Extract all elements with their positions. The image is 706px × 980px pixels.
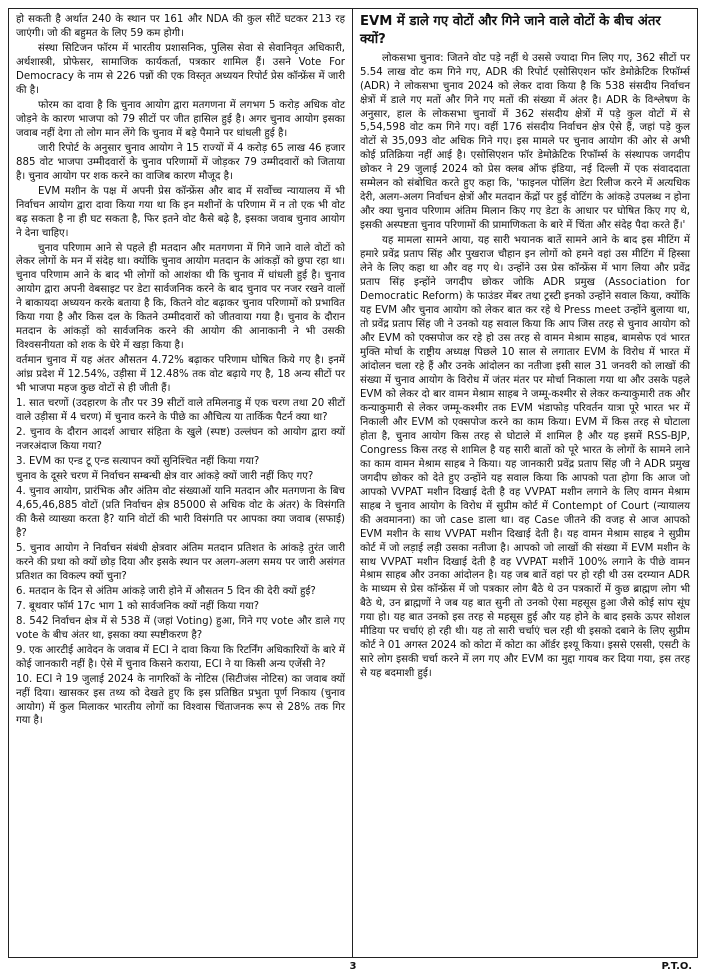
paragraph: जारी रिपोर्ट के अनुसार चुनाव आयोग ने 15 राज्यों में 4 करोड़ 65 लाख 46 हजार 885 वोट भाजपा उम्मीदवारों के चुनाव परिणामों में जोड़कर 79 उम्मीदवारों को जिताया है। चुनाव आयोग पर शक करने का वाजिब कारण मौजूद है। [16,142,345,182]
page-number: 3 [349,961,357,972]
page-footer [0,961,706,975]
paragraph: चुनाव परिणाम आने से पहले ही मतदान और मतगणना में गिने जाने वाले वोटों को लेकर लोगों के मन में संदेह था। क्योंकि चुनाव आयोग मतदान के आंकड़ों को छुपा रहा था। चुनाव परिणाम आने के बाद भी लोगों को आशंका थी कि चुनाव में धांधली हुई है। चुनाव आयोग द्वारा अपनी वेबसाइट पर डेटा सार्वजनिक करने के बाद चुनाव पर नजर रखने वालों ने बाकायदा अध्ययन करके बताया है कि, कितने वोट बढ़ाकर चुनाव परिणामों को प्रभावित किया गया है और किस दल के कितने उम्मीदवारों को जीतवाया गया है। चुनाव के दौरान मतदान के आंकड़ों को सार्वजनिक करने की आयोग की आनाकानी ने भी उसकी विश्वसनीयता को शक के घेरे में खड़ा किया है। [16,242,345,352]
question-item: 6. मतदान के दिन से अंतिम आंकड़े जारी होने में औसतन 5 दिन की देरी क्यों हुई? [16,585,316,597]
paragraph: संस्था सिटिजन फॉरम में भारतीय प्रशासनिक, पुलिस सेवा से सेवानिवृत अधिकारी, अर्थशास्त्री, प्रोफेसर, सामाजिक कार्यकर्ता, पत्रकार शामिल हैं। उसने Vote For Democracy के नाम से 226 पन्नों की एक विस्तृत अध्ययन रिपोर्ट प्रेस कॉन्फ्रेंस में जारी की है। [16,42,345,96]
article-heading: EVM में डाले गए वोटों और गिने जाने वाले वोटों के बीच अंतर क्यों? [360,14,661,47]
question-item: 2. चुनाव के दौरान आदर्श आचार संहिता के खुले (स्पष्ट) उल्लंघन को आयोग द्वारा क्यों नजरअंदाज किया गया? [16,427,345,453]
right-column [353,9,697,957]
question-item: 1. सात चरणों (उदहारण के तौर पर 39 सीटों वाले तमिलनाडु में एक चरण तथा 20 सीटों वाले उड़ीसा में 4 चरण) में चुनाव करने के पीछे का औचित्य या तार्किक पैटर्न क्या था? [16,398,345,424]
question-item: 10. ECI ने 19 जुलाई 2024 के नागरिकों के नोटिस (सिटीजंस नोटिस) का जवाब क्यों नहीं दिया। खासकर इस तथ्य को देखते हुए कि इस प्रतिष्ठित प्रभुता पूर्ण निकाय (चुनाव आयोग) में कुल मिलाकर भारतीय लोगों का विश्वास चिंताजनक रूप से 28% तक गिर गया है। [16,673,345,727]
question-item: 8. 542 निर्वाचन क्षेत्र में से 538 में (जहां Voting) हुआ, गिने गए vote और डाले गए vote के बीच अंतर था, इसका क्या स्पष्टीकरण है? [16,615,345,641]
question-item: 3. EVM का एन्ड टू एन्ड सत्यापन क्यों सुनिश्चित नहीं किया गया? [16,456,260,468]
question-item: 5. चुनाव आयोग ने निर्वाचन संबंधी क्षेत्रवार अंतिम मतदान प्रतिशत के आंकड़े तुरंत जारी करने की प्रथा को क्यों छोड़ दिया और इसके स्थान पर अलग-अलग समय पर जारी असंगत प्रतिशत का विकल्प क्यों चुना? [16,542,345,582]
question-item: 9. एक आरटीई आवेदन के जवाब में ECI ने दावा किया कि रिटर्निंग अधिकारियों के बारे में कोई जानकारी नहीं है। ऐसे में चुनाव किसने कराया, ECI ने या किसी अन्य एजेंसी ने? [16,644,345,670]
paragraph: यह मामला सामने आया, यह सारी भयानक बातें सामने आने के बाद इस मीटिंग में हमारे प्रवेंद्र प्रताप सिंह और पुखराज चौहान इन लोगों को हमने वहां उस मीटिंग में हिस्सा लेने के लिए कहा था और वह गए थे। उन्होंने उस प्रेस कॉन्फ्रेंस में भाग लिया और प्रवेंद्र प्रताप सिंह इन्होंने जगदीप छोकर जोकि ADR प्रमुख (Association for Democratic Reform) के फाउंडर मेंबर तथा ट्रस्टी इनको उन्होंने सवाल किया, क्योंकि यह EVM और चुनाव आयोग को लेकर बात कर रहे थे Press meet उन्होंने बुलाया था, तो प्रवेंद्र प्रताप सिंह जी ने उनको यह सवाल किया कि आप जिस तरह से चुनाव आयोग को और EVM को एक्सपोज कर रहे हो उस तरह से वामन मेश्राम साहब, बामसेफ एवं भारत मुक्ति मोर्चा के राष्ट्रीय अध्यक्ष पिछले 10 साल से लगातार EVM के विरोध में भारत में आंदोलन चला रहे हैं और उनके आंदोलन का नतीजा इसी साल 31 जनवरी को लाखों की संख्या में चुनाव आयोग के विरोध में जंतर मंतर पर मोर्चा निकाला गया था और उसके पहले EVM को लेकर दो बार वामन मेश्राम साहब ने जम्मू-कश्मीर से लेकर कन्याकुमारी तक और कन्याकुमारी से लेकर जम्मू-कश्मीर तक EVM भंडाफोड़ परिवर्तन यात्रा पूरे भारत भर में निकाली और EVM को एक्सपोज करने का काम किया। EVM में किस तरह से घोटाला होता है, चुनाव आयोग किस तरह से घोटाले में शामिल है और यह इसमें RSS-BJP, Congress किस तरह से शामिल है यह सारी बातों को पूरे भारत के लोगों के सामने लाने का काम वामन मेश्राम साहब ने किया। यह जानकारी प्रवेंद्र प्रताप सिंह जी ने ADR प्रमुख जगदीप छोकर को देते हुए उन्होंने यह सवाल किया कि आपको पता होगा कि आज जो आपको VVPAT मशीन दिखाई देती है वह VVPAT मशीन लगाने के लिए वामन मेश्राम साहब ने चुनाव आयोग के विरोध में सुप्रीम कोर्ट में Contempt of Court (न्यायालय की अवमानना) का जो case डाला था। वह Case जीतने की वजह से आज आपको EVM मशीन के साथ VVPAT मशीन दिखाई देती है। यह वामन मेश्राम साहब ने सुप्रीम कोर्ट में जो लड़ाई लड़ी उसका नतीजा है। आपको जो लाखों की संख्या में EVM मशीन के साथ VVPAT मशीन दिखाई देती है वह VVPAT मशीनें 100% लगाने के पीछे वामन मेश्राम साहब और उनका आंदोलन है। यह जब बातें वहां पर हो रही थी उस दरम्यान ADR के माध्यम से प्रेस कॉन्फ्रेंस में जो पत्रकार लोग बैठे थे उन पत्रकारों में कुछ ब्राह्मण लोग भी बैठे थे, उन ब्राह्मणों ने जब यह बात सुनी तो उनको ऐसा महसूस हुआ जैसे कोई सांप सूंघ गया हो। यह बात उनको इस तरह से महसूस हुई और यह होने के बाद इसके ऊपर सोशल मीडिया पर चर्चाएं हो रही थी। यह तो सारी चर्चाएं चल रही थी इसको दबाने के लिए सुप्रीम कोर्ट ने 01 अगस्त 2024 को कोटा में कोटा का ऑर्डर इश्यू किया। इससे एससी, एसटी के सारे लोग इसकी चर्चा करने में लग गए और EVM का मुद्दा गायब कर दिया गया, इस तरह से यह बदमाशी हुई। [360,235,690,680]
continued-note: P.T.O. [661,961,692,972]
question-item: चुनाव के दूसरे चरण में निर्वाचन सम्बन्धी क्षेत्र वार आंकड़े क्यों जारी नहीं किए गए? [16,471,314,482]
paragraph: वर्तमान चुनाव में यह अंतर औसतन 4.72% बढ़ाकर परिणाम घोषित किये गए है। इनमें आंध्र प्रदेश में 12.54%, उड़ीसा में 12.48% तक वोट बढ़ाये गए है, 18 अन्य सीटों पर भी भाजपा महज कुछ वोटों से ही जीती हैं। [16,355,345,395]
question-item: 7. बूथवार फॉर्म 17c भाग 1 को सार्वजनिक क्यों नहीं किया गया? [16,600,260,612]
left-column [9,9,353,957]
paragraph: लोकसभा चुनाव: जितने वोट पड़े नहीं थे उससे ज्यादा गिन लिए गए, 362 सीटों पर 5.54 लाख वोट कम गिने गए, ADR की रिपोर्ट एसोसिएशन फॉर डेमोक्रेटिक रिफॉर्म्स (ADR) ने लोकसभा चुनाव 2024 को लेकर दावा किया है कि 538 संसदीय निर्वाचन क्षेत्रों में डाले गए मतों और गिने गए मतों की संख्या में अंतर है। ADR के विश्लेषण के अनुसार, हाल के लोकसभा चुनावों में 362 संसदीय क्षेत्रों में पड़े कुल वोटों में से 5,54,598 वोट कम गिने गए। वहीं 176 संसदीय निर्वाचन क्षेत्र ऐसे हैं, जहां पड़े कुल वोटों से 35,093 वोट अधिक गिने गए। इस मामले पर चुनाव आयोग की ओर से अभी कोई प्रतिक्रिया नहीं आई है। एसोसिएशन फॉर डेमोक्रेटिक रिफॉर्म्स के संस्थापक जगदीप छोकर ने 29 जुलाई 2024 को प्रेस क्लब ऑफ इंडिया, नई दिल्ली में एक संवाददाता सम्मेलन को संबोधित करते हुए कहा कि, 'फाइनल पोलिंग डेटा रिलीज करने में अत्यधिक देरी, अलग-अलग निर्वाचन क्षेत्रों और मतदान केंद्रों पर हुई वोटिंग के आंकड़े उपलब्ध न होना और क्या चुनाव परिणाम अंतिम मिलान किए गए डेटा के आधार पर घोषित किए गए थे, इसकी अस्पष्टता चुनाव परिणामों की प्रामाणिकता के बारे में चिंता और संदेह पैदा करते हैं।' [360,52,690,232]
page-frame [8,8,698,958]
paragraph: फोरम का दावा है कि चुनाव आयोग द्वारा मतगणना में लगभग 5 करोड़ अधिक वोट जोड़ने के कारण भाजपा को 79 सीटों पर जीत हासिल हुई है। अगर चुनाव आयोग इसका जवाब नहीं देगा तो लोग मान लेंगे कि चुनाव में बड़े पैमाने पर धांधली हुई है। [16,99,345,139]
question-item: 4. चुनाव आयोग, प्रारंभिक और अंतिम वोट संख्याओं यानि मतदान और मतगणना के बिच 4,65,46,885 वोटों (प्रति निर्वाचन क्षेत्र 85000 से अधिक वोट के अंतर) के विसंगति की कैसे व्याख्या करता है? यानि वोटों की भारी विसंगति पर आपका क्या जवाब (सफाई) है? [16,485,345,539]
paragraph: EVM मशीन के पक्ष में अपनी प्रेस कॉन्फ्रेंस और बाद में सर्वोच्च न्यायालय में भी निर्वाचन आयोग द्वारा दावा किया गया था कि इन मशीनों के परिणाम में न तो एक भी वोट बढ़ सकता है ना ही घट सकता है, फिर इतने वोट कैसे बढ़े है, इसका जवाब चुनाव आयोग ने देना चाहिए। [16,185,345,239]
paragraph: हो सकती है अर्थात 240 के स्थान पर 161 और NDA की कुल सीटें घटकर 213 रह जाएंगी। जो की बहुमत के लिए 59 कम होगी। [16,14,345,39]
